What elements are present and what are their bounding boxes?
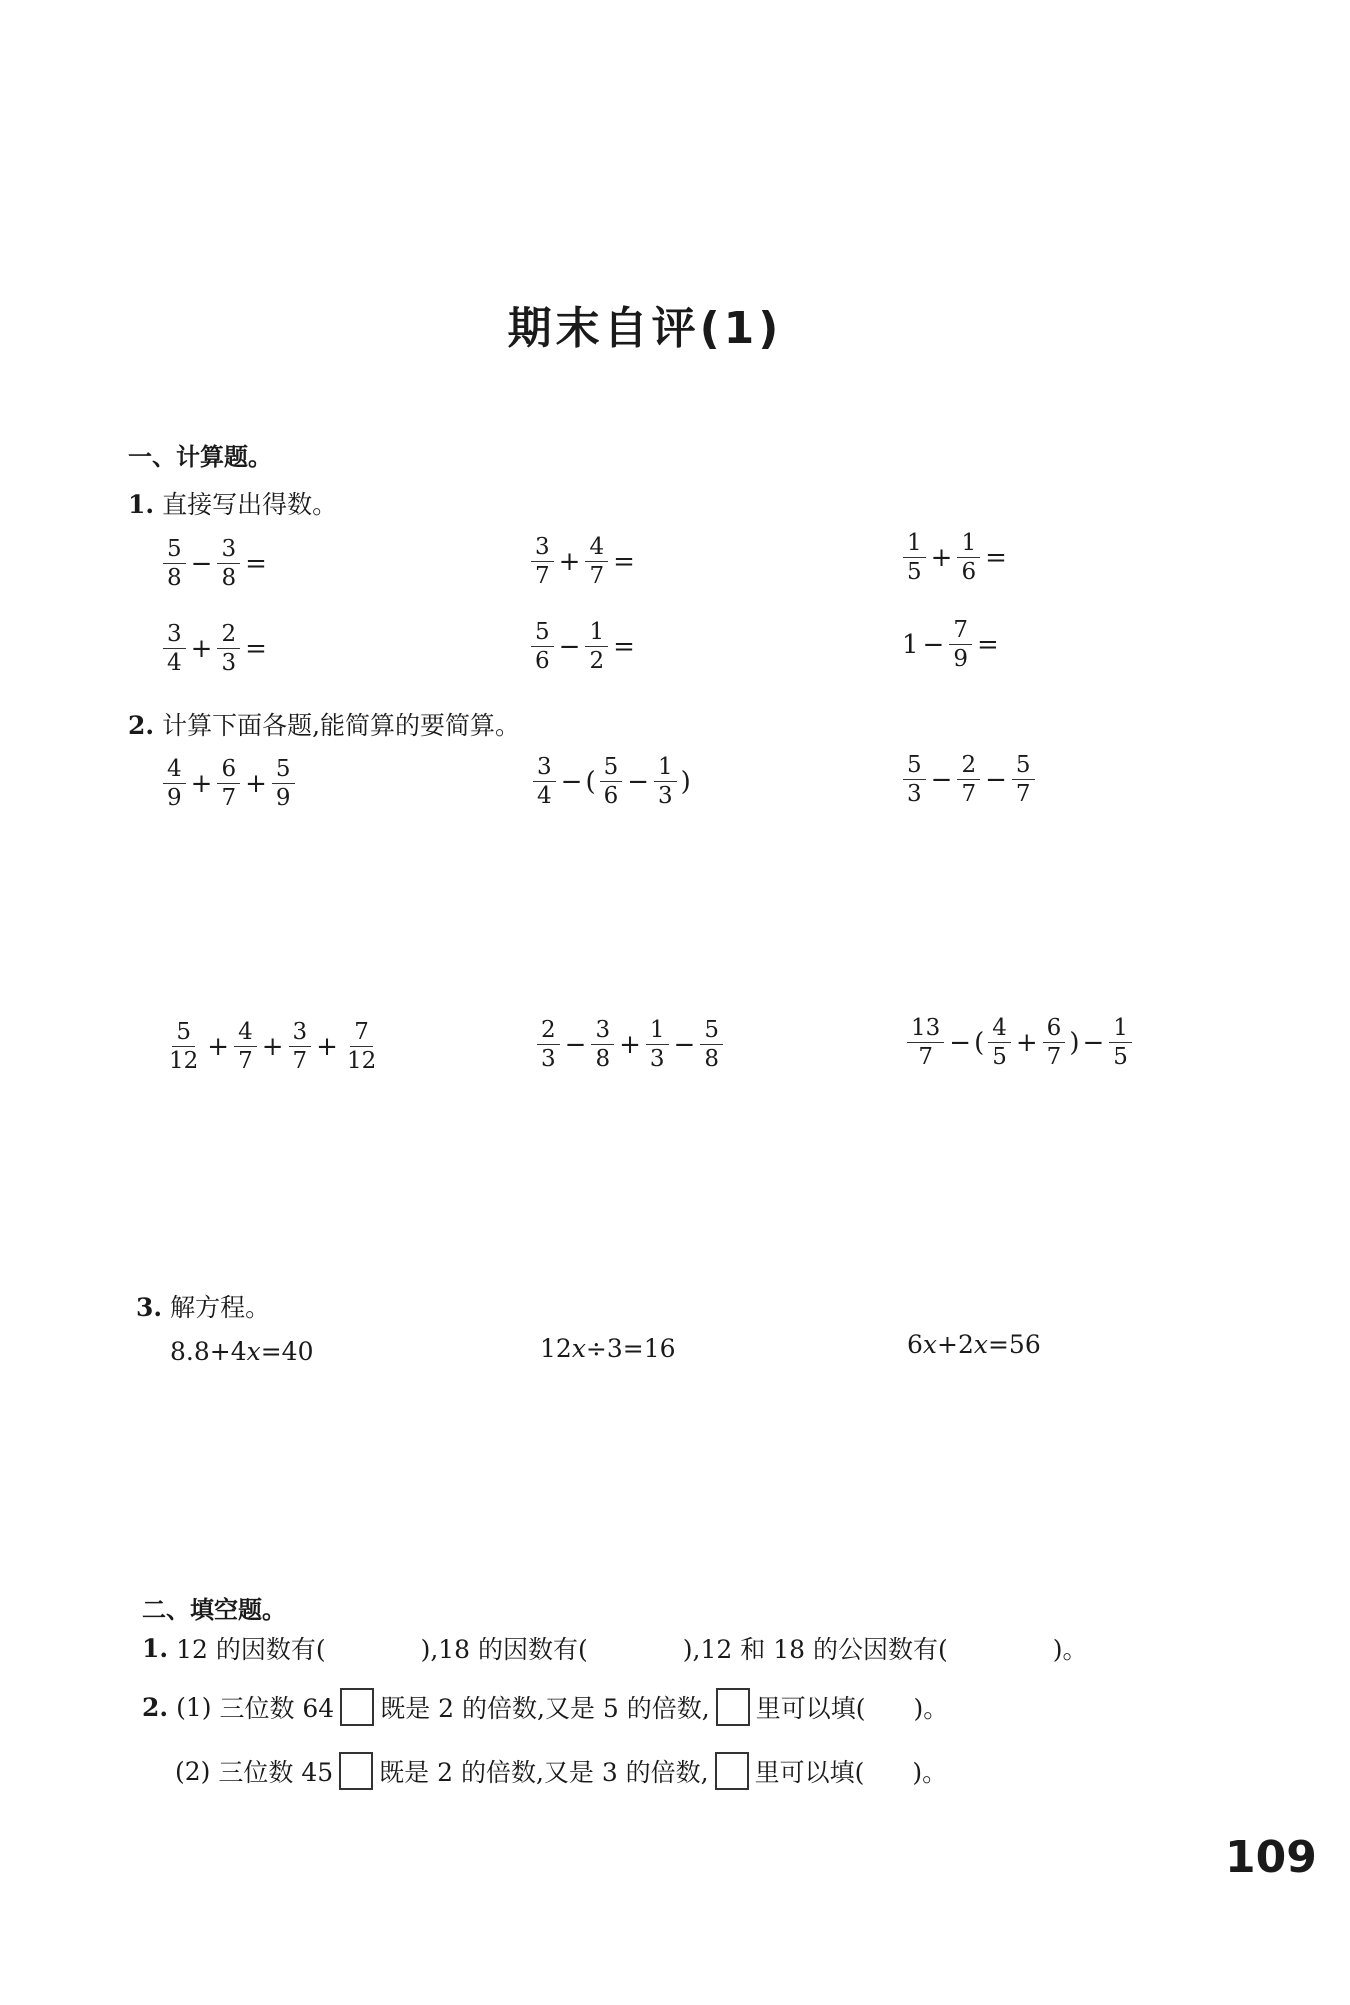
- expression-1-6: 1 − $\frac{7}{9}$ =: [902, 617, 999, 673]
- fraction: $\frac{3}{7}$: [289, 1020, 312, 1073]
- question-1-1: [128, 485, 337, 521]
- digit-box-reference: [715, 1752, 749, 1790]
- digit-box[interactable]: [339, 1752, 373, 1790]
- fraction: $\frac{1}{2}$: [585, 620, 608, 673]
- question-1-3: [136, 1288, 270, 1324]
- expression-1-2: $\frac{3}{7}$ + $\frac{4}{7}$ =: [528, 535, 637, 588]
- fraction: $\frac{2}{3}$: [217, 622, 240, 675]
- digit-box[interactable]: [340, 1688, 374, 1726]
- question-text: 直接写出得数。: [162, 490, 338, 519]
- question-text: 计算下面各题,能简算的要简算。: [162, 711, 521, 740]
- expression-1-3: $\frac{1}{5}$ + $\frac{1}{6}$ =: [900, 531, 1009, 584]
- fraction: $\frac{4}{9}$: [163, 757, 186, 810]
- fraction: $\frac{5}{7}$: [1012, 753, 1035, 806]
- question-number: 1.: [128, 490, 155, 519]
- question-number: 2.: [128, 711, 155, 740]
- expression-2-3: $\frac{5}{3}$ − $\frac{2}{7}$ − $\frac{5}{7}$: [900, 753, 1038, 806]
- fraction: $\frac{4}{7}$: [234, 1020, 257, 1073]
- fraction: $\frac{5}{12}$: [169, 1019, 199, 1075]
- question-number: 3.: [136, 1293, 163, 1322]
- equation-1: 8.8+4x=40: [170, 1337, 314, 1366]
- fraction: $\frac{1}{3}$: [646, 1018, 669, 1071]
- question-number: 2.: [142, 1692, 169, 1722]
- fraction: $\frac{1}{5}$: [903, 531, 926, 584]
- equation-2: 12x÷3=16: [540, 1334, 676, 1363]
- fraction: $\frac{3}{7}$: [531, 535, 554, 588]
- fraction: $\frac{1}{6}$: [957, 531, 980, 584]
- fraction: $\frac{5}{8}$: [163, 537, 186, 590]
- fraction: $\frac{3}{4}$: [163, 622, 186, 675]
- fill-question-2-1: 2. (1) 三位数 64 既是 2 的倍数,又是 5 的倍数, 里可以填( )。: [142, 1688, 948, 1726]
- fraction: $\frac{5}{6}$: [600, 755, 623, 808]
- section-2-heading: 二、填空题。: [142, 1596, 286, 1624]
- expression-2-2: $\frac{3}{4}$ − ( $\frac{5}{6}$ − $\frac{1}{3}$ ): [530, 755, 692, 808]
- fraction: $\frac{1}{5}$: [1109, 1016, 1132, 1069]
- section-1-heading: 一、计算题。: [128, 443, 272, 471]
- fraction: $\frac{6}{7}$: [1043, 1016, 1066, 1069]
- fraction: $\frac{2}{7}$: [957, 753, 980, 806]
- fraction: $\frac{5}{9}$: [272, 757, 295, 810]
- fraction: $\frac{6}{7}$: [217, 757, 240, 810]
- fraction: $\frac{5}{6}$: [531, 620, 554, 673]
- page-number: 109: [1225, 1832, 1317, 1883]
- expression-1-5: $\frac{5}{6}$ − $\frac{1}{2}$ =: [528, 620, 637, 673]
- fraction: $\frac{7}{9}$: [949, 618, 972, 671]
- fraction: $\frac{1}{3}$: [654, 755, 677, 808]
- expression-1-4: $\frac{3}{4}$ + $\frac{2}{3}$ =: [160, 622, 269, 675]
- fill-question-1: 1. 12 的因数有( ),18 的因数有( ),12 和 18 的公因数有( )。: [142, 1633, 1088, 1664]
- fraction: $\frac{3}{8}$: [217, 537, 240, 590]
- equation-3: 6x+2x=56: [907, 1330, 1041, 1359]
- expression-2-4: $\frac{5}{12}$ + $\frac{4}{7}$ + $\frac{3}{7}$ + $\frac{7}{12}$: [162, 1020, 383, 1073]
- question-1-2: [128, 706, 520, 742]
- question-number: 1.: [142, 1633, 169, 1663]
- fraction: $\frac{5}{3}$: [903, 753, 926, 806]
- digit-box-reference: [716, 1688, 750, 1726]
- expression-2-5: $\frac{2}{3}$ − $\frac{3}{8}$ + $\frac{1}{3}$ − $\frac{5}{8}$: [534, 1018, 726, 1071]
- question-text: 解方程。: [170, 1293, 271, 1322]
- page-title: 期末自评(1): [507, 303, 783, 354]
- expression-2-6: $\frac{13}{7}$ − ( $\frac{4}{5}$ + $\frac{6}{7}$ ) − $\frac{1}{5}$: [904, 1016, 1135, 1069]
- expression-2-1: $\frac{4}{9}$ + $\frac{6}{7}$ + $\frac{5}{9}$: [160, 757, 298, 810]
- fraction: $\frac{2}{3}$: [537, 1018, 560, 1071]
- fill-question-2-2: (2) 三位数 45 既是 2 的倍数,又是 3 的倍数, 里可以填( )。: [175, 1752, 947, 1790]
- fraction: $\frac{3}{4}$: [533, 755, 556, 808]
- fraction: $\frac{5}{8}$: [700, 1018, 723, 1071]
- fraction: $\frac{7}{12}$: [346, 1019, 377, 1075]
- fraction: $\frac{13}{7}$: [907, 1016, 944, 1069]
- fraction: $\frac{4}{7}$: [585, 535, 608, 588]
- fraction: $\frac{4}{5}$: [988, 1016, 1011, 1069]
- expression-1-1: $\frac{5}{8}$ − $\frac{3}{8}$ =: [160, 537, 269, 590]
- fraction: $\frac{3}{8}$: [591, 1018, 614, 1071]
